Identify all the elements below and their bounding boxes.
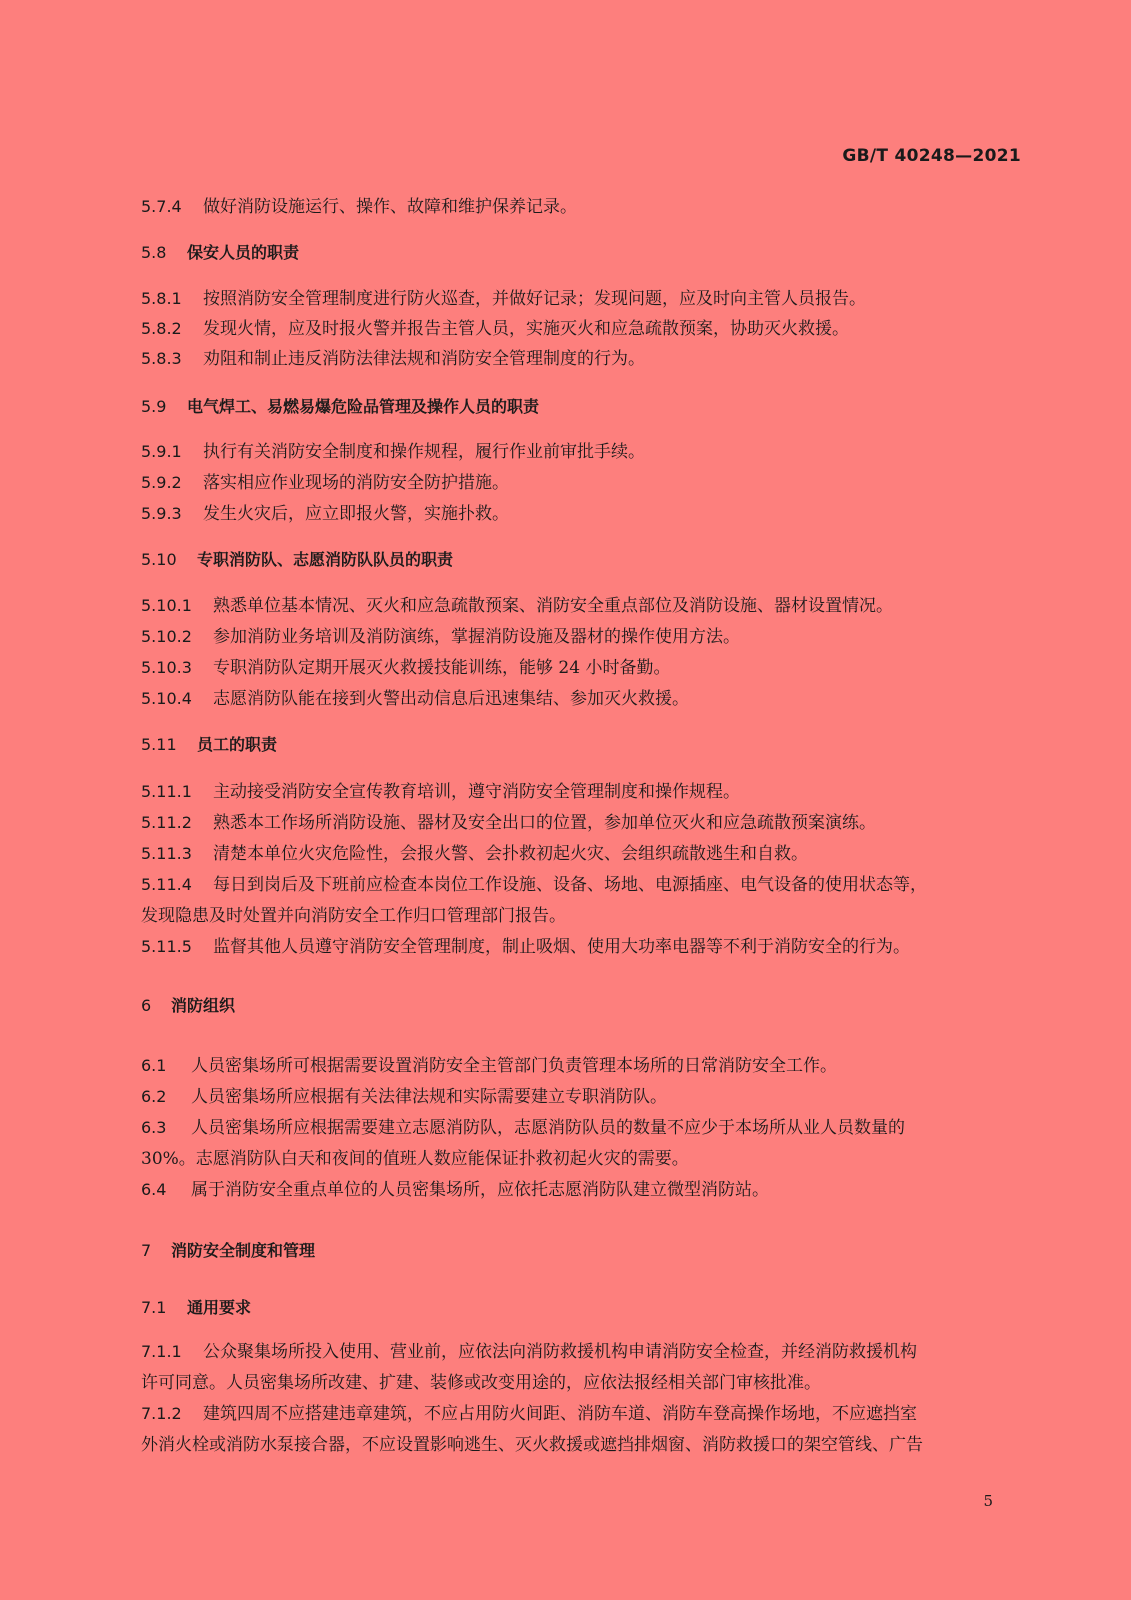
chapter-heading-7 bbox=[141, 1240, 1023, 1262]
section-number: 7.1 bbox=[141, 1298, 167, 1317]
clause-number: 6.4 bbox=[141, 1180, 167, 1199]
clause-text: 发现隐患及时处置并向消防安全工作归口管理部门报告。 bbox=[141, 906, 566, 926]
clause-text: 参加消防业务培训及消防演练，掌握消防设施及器材的操作使用方法。 bbox=[213, 627, 740, 647]
clause-5-10-4 bbox=[141, 688, 1023, 710]
clause-number: 6.3 bbox=[141, 1118, 167, 1137]
clause-number: 5.9.2 bbox=[141, 473, 182, 492]
clause-text: 人员密集场所可根据需要设置消防安全主管部门负责管理本场所的日常消防安全工作。 bbox=[191, 1056, 837, 1076]
clause-7-1-2-continued bbox=[141, 1434, 1023, 1456]
clause-5-10-2 bbox=[141, 626, 1023, 648]
clause-number: 7.1.1 bbox=[141, 1342, 182, 1361]
clause-text: 志愿消防队能在接到火警出动信息后迅速集结、参加灭火救援。 bbox=[213, 689, 689, 709]
clause-text: 专职消防队定期开展灭火救援技能训练，能够 24 小时备勤。 bbox=[213, 658, 671, 678]
clause-text: 按照消防安全管理制度进行防火巡查，并做好记录；发现问题，应及时向主管人员报告。 bbox=[203, 289, 866, 309]
clause-6-2 bbox=[141, 1086, 1023, 1108]
section-number: 5.9 bbox=[141, 397, 167, 416]
clause-6-3-continued bbox=[141, 1148, 1023, 1170]
clause-text: 落实相应作业现场的消防安全防护措施。 bbox=[203, 473, 509, 493]
clause-5-8-3 bbox=[141, 348, 1023, 370]
clause-text: 熟悉本工作场所消防设施、器材及安全出口的位置，参加单位灭火和应急疏散预案演练。 bbox=[213, 813, 876, 833]
section-heading-5-10 bbox=[141, 549, 1023, 571]
section-title: 员工的职责 bbox=[197, 735, 278, 754]
clause-text: 监督其他人员遵守消防安全管理制度，制止吸烟、使用大功率电器等不利于消防安全的行为。 bbox=[213, 937, 910, 957]
clause-number: 5.11.5 bbox=[141, 937, 192, 956]
clause-number: 5.10.2 bbox=[141, 627, 192, 646]
clause-number: 7.1.2 bbox=[141, 1404, 182, 1423]
clause-number: 5.11.1 bbox=[141, 782, 192, 801]
clause-5-10-3 bbox=[141, 657, 1023, 679]
clause-6-1 bbox=[141, 1055, 1023, 1077]
clause-number: 6.2 bbox=[141, 1087, 167, 1106]
clause-number: 5.7.4 bbox=[141, 197, 182, 216]
clause-text: 人员密集场所应根据有关法律法规和实际需要建立专职消防队。 bbox=[191, 1087, 667, 1107]
clause-5-11-2 bbox=[141, 812, 1023, 834]
clause-number: 6.1 bbox=[141, 1056, 167, 1075]
clause-text: 人员密集场所应根据需要建立志愿消防队，志愿消防队员的数量不应少于本场所从业人员数量的 bbox=[191, 1118, 905, 1138]
section-heading-5-8 bbox=[141, 242, 1023, 264]
clause-text: 执行有关消防安全制度和操作规程，履行作业前审批手续。 bbox=[203, 442, 645, 462]
chapter-number: 6 bbox=[141, 996, 152, 1015]
clause-5-11-4 bbox=[141, 874, 1023, 896]
clause-text: 劝阻和制止违反消防法律法规和消防安全管理制度的行为。 bbox=[203, 349, 645, 369]
clause-5-11-3 bbox=[141, 843, 1023, 865]
section-number: 5.10 bbox=[141, 550, 177, 569]
clause-5-8-1 bbox=[141, 288, 1023, 310]
chapter-title: 消防安全制度和管理 bbox=[171, 1241, 316, 1260]
clause-number: 5.10.1 bbox=[141, 596, 192, 615]
section-title: 通用要求 bbox=[187, 1298, 252, 1317]
clause-text: 建筑四周不应搭建违章建筑，不应占用防火间距、消防车道、消防车登高操作场地，不应遮挡室 bbox=[203, 1404, 917, 1424]
clause-6-3 bbox=[141, 1117, 1023, 1139]
clause-text: 熟悉单位基本情况、灭火和应急疏散预案、消防安全重点部位及消防设施、器材设置情况。 bbox=[213, 596, 893, 616]
clause-5-11-4-continued bbox=[141, 905, 1023, 927]
clause-number: 5.11.3 bbox=[141, 844, 192, 863]
clause-5-9-1 bbox=[141, 441, 1023, 463]
clause-text: 30%。志愿消防队白天和夜间的值班人数应能保证扑救初起火灾的需要。 bbox=[141, 1149, 689, 1169]
clause-text: 许可同意。人员密集场所改建、扩建、装修或改变用途的，应依法报经相关部门审核批准。 bbox=[141, 1373, 821, 1393]
section-title: 电气焊工、易燃易爆危险品管理及操作人员的职责 bbox=[187, 397, 540, 416]
clause-5-9-2 bbox=[141, 472, 1023, 494]
clause-number: 5.8.3 bbox=[141, 349, 182, 368]
clause-text: 做好消防设施运行、操作、故障和维护保养记录。 bbox=[203, 197, 577, 217]
section-heading-5-11 bbox=[141, 734, 1023, 756]
clause-number: 5.10.4 bbox=[141, 689, 192, 708]
chapter-heading-6 bbox=[141, 995, 1023, 1017]
page-number: 5 bbox=[983, 1492, 993, 1510]
clause-7-1-1 bbox=[141, 1341, 1023, 1363]
clause-number: 5.9.1 bbox=[141, 442, 182, 461]
clause-text: 公众聚集场所投入使用、营业前，应依法向消防救援机构申请消防安全检查，并经消防救援机构 bbox=[203, 1342, 917, 1362]
clause-6-4 bbox=[141, 1179, 1023, 1201]
chapter-title: 消防组织 bbox=[171, 996, 236, 1015]
clause-text: 属于消防安全重点单位的人员密集场所，应依托志愿消防队建立微型消防站。 bbox=[191, 1180, 769, 1200]
clause-5-11-1 bbox=[141, 781, 1023, 803]
clause-number: 5.11.2 bbox=[141, 813, 192, 832]
clause-5-8-2 bbox=[141, 318, 1023, 340]
section-heading-7-1 bbox=[141, 1297, 1023, 1319]
clause-text: 发现火情，应及时报火警并报告主管人员，实施灭火和应急疏散预案，协助灭火救援。 bbox=[203, 319, 849, 339]
clause-text: 发生火灾后，应立即报火警，实施扑救。 bbox=[203, 504, 509, 524]
clause-7-1-1-continued bbox=[141, 1372, 1023, 1394]
clause-number: 5.8.2 bbox=[141, 319, 182, 338]
clause-7-1-2 bbox=[141, 1403, 1023, 1425]
section-number: 5.8 bbox=[141, 243, 167, 262]
clause-number: 5.8.1 bbox=[141, 289, 182, 308]
section-number: 5.11 bbox=[141, 735, 177, 754]
section-heading-5-9 bbox=[141, 396, 1023, 418]
clause-number: 5.9.3 bbox=[141, 504, 182, 523]
clause-number: 5.11.4 bbox=[141, 875, 192, 894]
clause-text: 外消火栓或消防水泵接合器，不应设置影响逃生、灭火救援或遮挡排烟窗、消防救援口的架空管线、广告 bbox=[141, 1435, 923, 1455]
clause-text: 清楚本单位火灾危险性，会报火警、会扑救初起火灾、会组织疏散逃生和自救。 bbox=[213, 844, 808, 864]
section-title: 保安人员的职责 bbox=[187, 243, 300, 262]
clause-5-11-5 bbox=[141, 936, 1023, 958]
clause-text: 主动接受消防安全宣传教育培训，遵守消防安全管理制度和操作规程。 bbox=[213, 782, 740, 802]
clause-number: 5.10.3 bbox=[141, 658, 192, 677]
clause-5-10-1 bbox=[141, 595, 1023, 617]
chapter-number: 7 bbox=[141, 1241, 152, 1260]
standard-code: GB/T 40248—2021 bbox=[842, 146, 1021, 166]
clause-text: 每日到岗后及下班前应检查本岗位工作设施、设备、场地、电源插座、电气设备的使用状态等， bbox=[213, 875, 927, 895]
clause-5-7-4 bbox=[141, 196, 1023, 218]
clause-5-9-3 bbox=[141, 503, 1023, 525]
section-title: 专职消防队、志愿消防队队员的职责 bbox=[197, 550, 454, 569]
